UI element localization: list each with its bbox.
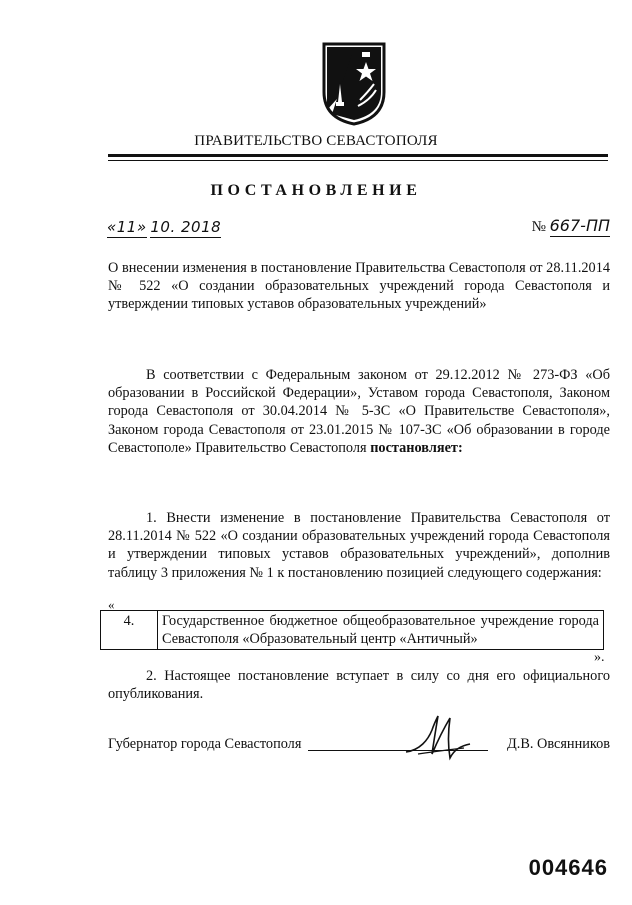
document-type-title: ПОСТАНОВЛЕНИЕ	[210, 182, 422, 199]
document-number	[532, 216, 610, 236]
handwritten-signature	[398, 710, 478, 766]
date-open-quote: «	[107, 218, 117, 236]
signature-block	[108, 736, 610, 760]
signatory-name: Д.В. Овсянников	[507, 736, 610, 752]
serial-number: 004646	[528, 855, 608, 880]
table-quote-close: ».	[594, 650, 605, 665]
date-day: 11	[116, 218, 137, 236]
government-title: ПРАВИТЕЛЬСТВО СЕВАСТОПОЛЯ	[194, 133, 438, 149]
number-value: 667-ПП	[549, 216, 610, 235]
clause-2: 2. Настоящее постановление вступает в силу со дня его официального опубликования.	[108, 668, 610, 703]
clause-1: 1. Внести изменение в постановление Правительства Севастополя от 28.11.2014 № 522 «О создании образовательных учреждений города Севастополя и утверждении типовых уставов образовательных учреждений», дополнив таблицу 3 приложения № 1 к постановлению позицией следующего содержания:	[108, 510, 610, 581]
preamble-text: В соответствии с Федеральным законом от 29.12.2012 № 273-ФЗ «Об образовании в Российской Федерации», Уставом города Севастополя, Законом города Севастополя от 30.04.2014 № 5-ЗС «О Правительстве Севастополя», Законом города Севастополя от 23.01.2015 № 107-ЗС «Об образовании в городе Севастополе» Правительство Севастополя	[108, 367, 610, 456]
number-sign: №	[531, 219, 546, 235]
table-cell-institution: Государственное бюджетное общеобразовательное учреждение города Севастополя «Образовательный центр «Античный»	[158, 611, 604, 650]
header-rule-thick	[108, 154, 608, 157]
document-subject: О внесении изменения в постановление Правительства Севастополя от 28.11.2014 № 522 «О создании образовательных учреждений города Севастополя и утверждении типовых уставов образовательных учреждений»	[108, 260, 610, 313]
signatory-position: Губернатор города Севастополя	[108, 736, 302, 752]
document-date	[107, 218, 221, 237]
date-close-quote: »	[136, 218, 147, 236]
table-quote-open: «	[108, 597, 115, 612]
header-rule-thin	[108, 160, 608, 161]
date-month-year: 10. 2018	[150, 218, 222, 236]
inserted-position-table	[100, 610, 604, 650]
coat-of-arms-emblem	[318, 40, 390, 126]
table-row	[101, 611, 604, 650]
preamble-paragraph	[108, 366, 610, 457]
decree-word: постановляет:	[370, 439, 463, 456]
table-cell-number: 4.	[101, 611, 158, 650]
